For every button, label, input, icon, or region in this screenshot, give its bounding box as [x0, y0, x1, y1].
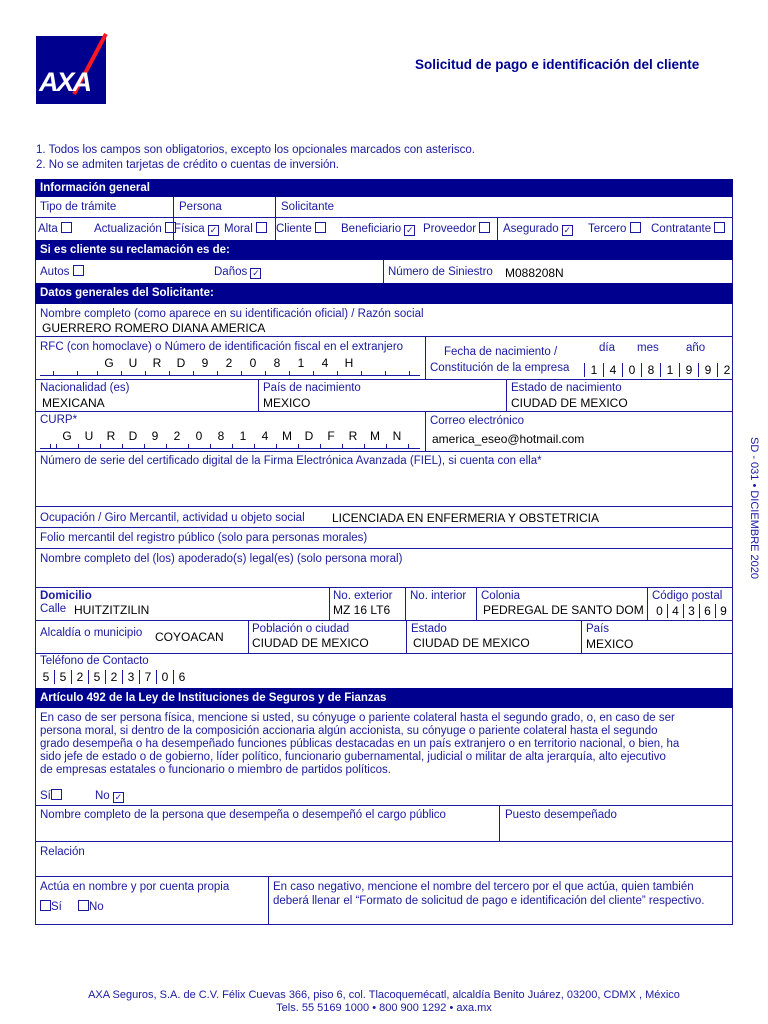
- checkbox-pep-si[interactable]: [51, 789, 62, 800]
- field-telefono[interactable]: [38, 670, 190, 684]
- label-contratante: Contratante: [651, 223, 712, 235]
- label-actua: Actúa en nombre y por cuenta propia: [40, 881, 230, 893]
- opt-actua-no[interactable]: [78, 900, 104, 914]
- label-pep-si: Sí: [40, 790, 51, 802]
- label-poblacion: Población o ciudad: [252, 623, 350, 635]
- birth-digit: 9: [679, 363, 698, 377]
- birth-digit: 1: [660, 363, 679, 377]
- opt-asegurado[interactable]: [503, 222, 573, 236]
- curp-char: M: [370, 429, 380, 443]
- curp-char: 8: [217, 429, 225, 443]
- rfc-char: 0: [249, 356, 257, 370]
- art492-text-4: sido jefe de estado o de gobierno, líder político, funcionario gubernamental, judicial o militar de alta jerarquía, alto ejecutivo: [40, 751, 666, 763]
- birth-digit: 4: [603, 363, 622, 377]
- label-relacion: Relación: [40, 846, 85, 858]
- label-curp: CURP*: [40, 414, 78, 426]
- label-tercero: Tercero: [588, 223, 627, 235]
- opt-moral[interactable]: [224, 222, 267, 236]
- curp-char: N: [392, 429, 402, 443]
- label-edo-nac: Estado de nacimiento: [511, 382, 622, 394]
- field-pais-nac[interactable]: MEXICO: [263, 396, 311, 410]
- field-fecha-nac[interactable]: [584, 363, 736, 377]
- checkbox-asegurado[interactable]: ✓: [563, 225, 572, 235]
- cp-digit: 9: [715, 604, 731, 618]
- negativo-text-1: En caso negativo, mencione el nombre del tercero por el que actúa, quien también: [273, 881, 694, 893]
- curp-char: R: [348, 429, 358, 443]
- label-cp: Código postal: [652, 590, 723, 602]
- curp-char: D: [304, 429, 314, 443]
- checkbox-actua-no[interactable]: [78, 900, 89, 911]
- birth-digit: 9: [698, 363, 717, 377]
- label-domicilio: Domicilio: [40, 590, 92, 602]
- label-asegurado: Asegurado: [503, 223, 559, 235]
- opt-fisica[interactable]: [174, 222, 219, 236]
- checkbox-danos[interactable]: ✓: [252, 268, 260, 278]
- checkbox-autos[interactable]: [73, 265, 84, 276]
- label-beneficiario: Beneficiario: [341, 223, 402, 235]
- footer-address: AXA Seguros, S.A. de C.V. Félix Cuevas 366, piso 6, col. Tlacoquemécatl, alcaldía Benito Juárez, 03200, CDMX , México: [88, 989, 680, 1001]
- label-fecha-nac: Fecha de nacimiento /: [444, 346, 558, 358]
- tel-digit: 2: [105, 670, 122, 684]
- curp-char: M: [282, 429, 292, 443]
- checkbox-pep-no[interactable]: ✓: [114, 792, 123, 802]
- curp-char: 4: [261, 429, 269, 443]
- label-siniestro: Número de Siniestro: [388, 266, 493, 278]
- art492-text-2: persona moral, si dentro de la composición accionaria algún accionista, su cónyuge o pariente colateral hasta el segundo: [40, 725, 658, 737]
- tel-digit: 5: [54, 670, 71, 684]
- curp-char: 0: [195, 429, 203, 443]
- document-code-text: SD - 031 • DICIEMBRE 2020: [748, 436, 760, 580]
- rfc-char: G: [104, 356, 114, 370]
- label-pep-no: No: [95, 790, 110, 802]
- cp-digit: 3: [683, 604, 699, 618]
- label-telefono: Teléfono de Contacto: [40, 655, 149, 667]
- label-actualizacion: Actualización: [94, 223, 162, 235]
- label-alta: Alta: [38, 223, 58, 235]
- footer-phones: Tels. 55 5169 1000 • 800 900 1292 • axa.mx: [276, 1002, 492, 1014]
- note-1: 1. Todos los campos son obligatorios, excepto los opcionales marcados con asterisco.: [36, 144, 475, 156]
- field-cp[interactable]: [652, 604, 731, 618]
- document-code: [740, 432, 760, 592]
- opt-danos[interactable]: [214, 265, 261, 279]
- checkbox-cliente[interactable]: [315, 222, 326, 233]
- birth-digit: 8: [641, 363, 660, 377]
- field-rfc[interactable]: [97, 356, 361, 370]
- curp-char: D: [128, 429, 138, 443]
- note-2: 2. No se admiten tarjetas de crédito o cuentas de inversión.: [36, 159, 340, 171]
- label-alcaldia: Alcaldía o municipio: [40, 627, 143, 639]
- birth-digit: 1: [584, 363, 603, 377]
- cp-digit: 0: [656, 604, 663, 618]
- rfc-char: 8: [273, 356, 281, 370]
- label-ocupacion: Ocupación / Giro Mercantil, actividad u objeto social: [40, 512, 305, 524]
- label-no-int: No. interior: [410, 590, 467, 602]
- tel-digit: 2: [71, 670, 88, 684]
- label-constitucion: Constitución de la empresa: [430, 362, 570, 374]
- label-fisica: Física: [174, 223, 205, 235]
- field-edo-nac[interactable]: CIUDAD DE MEXICO: [511, 396, 628, 410]
- art492-text-1: En caso de ser persona física, mencione si usted, su cónyuge o pariente colateral hasta el segundo grado, o, en caso de ser: [40, 712, 675, 724]
- label-puesto: Puesto desempeñado: [505, 809, 617, 821]
- label-folio: Folio mercantil del registro público (solo para personas morales): [40, 532, 368, 544]
- checkbox-alta[interactable]: [61, 222, 72, 233]
- opt-cliente[interactable]: [276, 222, 326, 236]
- checkbox-fisica[interactable]: ✓: [209, 225, 218, 235]
- label-tipo-tramite: Tipo de trámite: [40, 201, 117, 213]
- section-claim: Si es cliente su reclamación es de:: [35, 240, 733, 260]
- label-solicitante: Solicitante: [281, 201, 335, 213]
- field-calle[interactable]: HUITZITZILIN: [74, 603, 150, 617]
- opt-contratante[interactable]: [651, 222, 725, 236]
- checkbox-tercero[interactable]: [630, 222, 641, 233]
- opt-pep-no[interactable]: [95, 789, 124, 803]
- label-anio: año: [686, 342, 706, 354]
- opt-actua-si[interactable]: [40, 900, 62, 914]
- label-pais: País: [586, 623, 610, 635]
- label-danos: Daños: [214, 266, 248, 278]
- checkbox-beneficiario[interactable]: ✓: [406, 225, 414, 235]
- axa-logo: [36, 36, 106, 104]
- field-curp[interactable]: [56, 429, 408, 443]
- label-nombre: Nombre completo (como aparece en su identificación oficial) / Razón social: [40, 308, 424, 320]
- tel-digit: 3: [122, 670, 139, 684]
- field-poblacion[interactable]: CIUDAD DE MEXICO: [252, 636, 369, 650]
- label-mes: mes: [637, 342, 659, 354]
- label-apoderado: Nombre completo del (los) apoderado(s) legal(es) (solo persona moral): [40, 553, 403, 565]
- label-proveedor: Proveedor: [423, 223, 477, 235]
- opt-alta[interactable]: [38, 222, 72, 236]
- section-art492: Artículo 492 de la Ley de Instituciones de Seguros y de Fianzas: [35, 688, 733, 708]
- tel-digit: 5: [88, 670, 105, 684]
- opt-tercero[interactable]: [588, 222, 641, 236]
- rfc-char: 9: [201, 356, 209, 370]
- label-cliente: Cliente: [276, 223, 312, 235]
- opt-pep-si[interactable]: [40, 789, 62, 803]
- field-nombre[interactable]: GUERRERO ROMERO DIANA AMERICA: [42, 321, 266, 335]
- opt-beneficiario[interactable]: [341, 222, 415, 236]
- tel-digit: 7: [139, 670, 156, 684]
- curp-char: 1: [239, 429, 247, 443]
- label-nombre-cargo: Nombre completo de la persona que desempeña o desempeñó el cargo público: [40, 809, 446, 821]
- cp-digit: 4: [667, 604, 683, 618]
- curp-char: 2: [173, 429, 181, 443]
- field-siniestro[interactable]: M088208N: [505, 266, 564, 280]
- cp-digit: 6: [699, 604, 715, 618]
- label-dia: día: [599, 342, 615, 354]
- rfc-char: U: [128, 356, 138, 370]
- birth-digit: 2: [717, 363, 736, 377]
- logo-text: AXA: [39, 67, 91, 97]
- art492-text-5: de empresas estatales o funcionario o miembro de partidos políticos.: [40, 764, 391, 776]
- rfc-char: 4: [321, 356, 329, 370]
- curp-char: G: [62, 429, 72, 443]
- label-fiel: Número de serie del certificado digital de la Firma Electrónica Avanzada (FIEL), si cuenta con ella*: [40, 455, 542, 467]
- opt-autos[interactable]: [40, 265, 84, 279]
- label-no-ext: No. exterior: [333, 590, 393, 602]
- birth-digit: 0: [622, 363, 641, 377]
- field-pais[interactable]: MEXICO: [586, 637, 634, 651]
- tel-digit: 5: [42, 670, 50, 684]
- label-persona: Persona: [179, 201, 222, 213]
- label-actua-no: No: [89, 901, 104, 913]
- opt-proveedor[interactable]: [423, 222, 490, 236]
- tel-digit: 6: [173, 670, 190, 684]
- checkbox-contratante[interactable]: [714, 222, 725, 233]
- field-nacionalidad[interactable]: MEXICANA: [42, 396, 105, 410]
- field-ocupacion[interactable]: LICENCIADA EN ENFERMERIA Y OBSTETRICIA: [332, 511, 599, 525]
- checkbox-moral[interactable]: [256, 222, 267, 233]
- field-email[interactable]: america_eseo@hotmail.com: [432, 432, 585, 446]
- rfc-char: R: [152, 356, 162, 370]
- label-estado: Estado: [411, 623, 447, 635]
- page-title: Solicitud de pago e identificación del cliente: [415, 57, 700, 72]
- section-applicant: Datos generales del Solicitante:: [35, 283, 733, 304]
- label-calle: Calle: [40, 603, 67, 615]
- label-colonia: Colonia: [481, 590, 520, 602]
- label-autos: Autos: [40, 266, 70, 278]
- field-alcaldia[interactable]: COYOACAN: [155, 630, 224, 644]
- opt-actualizacion[interactable]: [94, 222, 176, 236]
- curp-char: F: [327, 429, 335, 443]
- curp-char: U: [84, 429, 94, 443]
- art492-text-3: grado desempeña o ha desempeñado funciones públicas destacadas en un país extranjero o en territorio nacional, o bien, ha: [40, 738, 680, 750]
- label-pais-nac: País de nacimiento: [263, 382, 361, 394]
- rfc-char: 2: [225, 356, 233, 370]
- label-nacionalidad: Nacionalidad (es): [40, 382, 130, 394]
- section-general: Información general: [35, 179, 733, 197]
- checkbox-actua-si[interactable]: [40, 900, 51, 911]
- rfc-char: 1: [297, 356, 305, 370]
- label-actua-si: Sí: [51, 901, 62, 913]
- field-estado[interactable]: CIUDAD DE MEXICO: [413, 636, 530, 650]
- label-email: Correo electrónico: [430, 415, 524, 427]
- label-moral: Moral: [224, 223, 253, 235]
- curp-char: R: [106, 429, 116, 443]
- negativo-text-2: deberá llenar el “Formato de solicitud de pago e identificación del cliente” respectivo.: [273, 895, 705, 907]
- rfc-char: D: [176, 356, 186, 370]
- curp-char: 9: [151, 429, 159, 443]
- label-rfc: RFC (con homoclave) o Número de identificación fiscal en el extranjero: [40, 341, 404, 353]
- rfc-char: H: [344, 356, 354, 370]
- checkbox-proveedor[interactable]: [479, 222, 490, 233]
- field-colonia[interactable]: PEDREGAL DE SANTO DOM: [483, 603, 644, 617]
- tel-digit: 0: [156, 670, 173, 684]
- field-no-ext[interactable]: MZ 16 LT6: [333, 603, 391, 617]
